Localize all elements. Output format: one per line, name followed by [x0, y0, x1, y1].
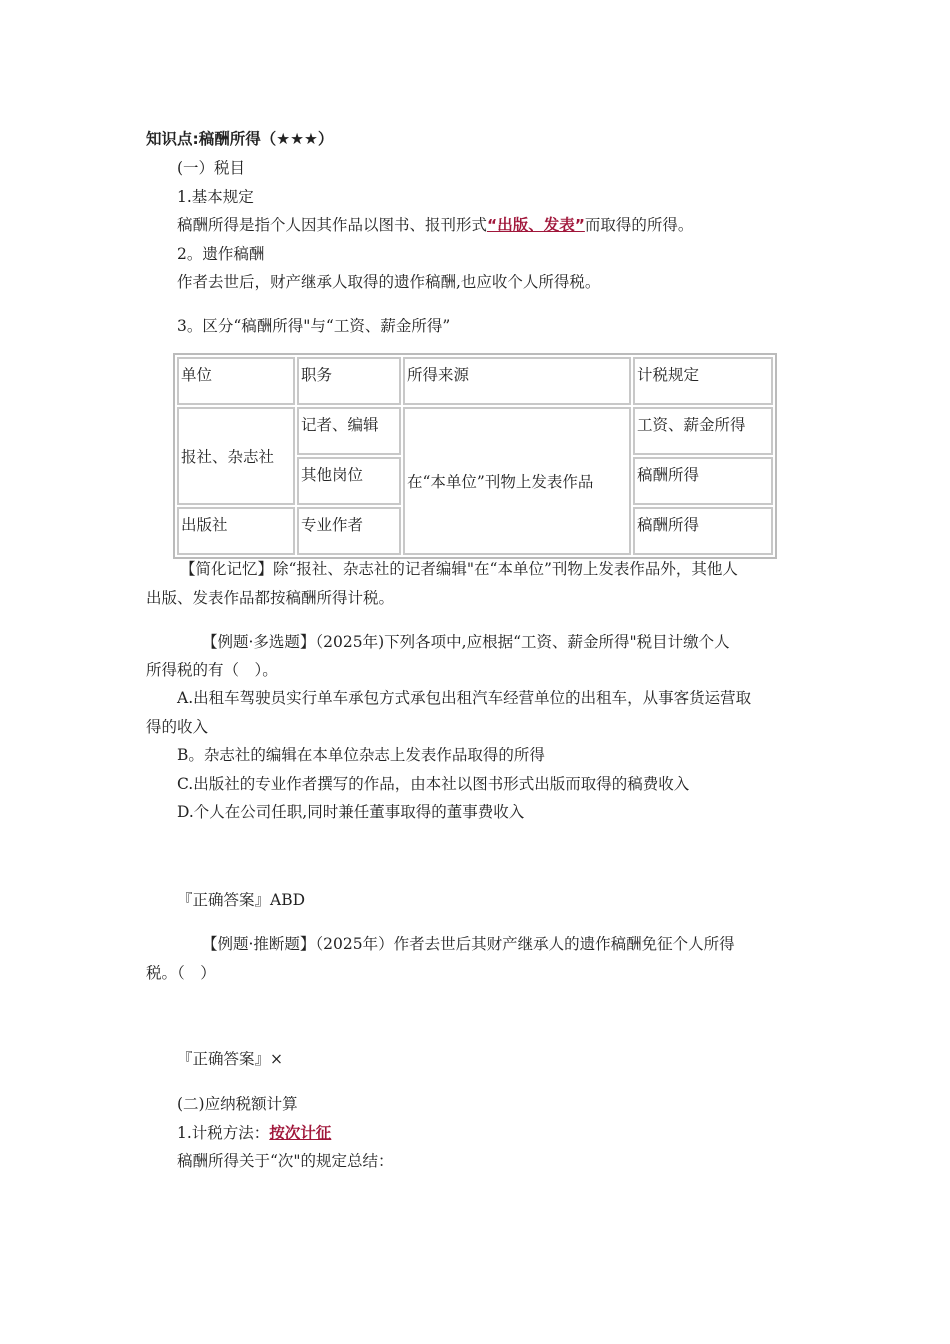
subsection-heading-tax-item: (一）税目 [177, 159, 246, 177]
comparison-table [173, 353, 777, 559]
basic-rules-heading: 1.基本规定 [177, 188, 254, 206]
memo-line-2: 出版、发表作品都按稿酬所得计税。 [146, 589, 395, 607]
basic-rules-text [177, 213, 693, 235]
option-a-line-1: A.出租车驾驶员实行单车承包方式承包出租汽车经营单位的出租车，从事客货运营取 [177, 689, 752, 707]
table-cell-unit-newspaper: 报社、杂志社 [177, 407, 295, 505]
table-cell-unit-publisher: 出版社 [177, 507, 295, 555]
legacy-royalty-heading: 2。遗作稿酬 [177, 245, 265, 263]
question-1-answer: 『正确答案』ABD [177, 891, 306, 909]
table-cell-tax-wage: 工资、薪金所得 [633, 407, 773, 455]
method-line [177, 1121, 331, 1143]
table-cell-tax-royalty: 稿酬所得 [633, 507, 773, 555]
question-2-line-2: 税。（ ） [146, 964, 216, 982]
subsection-heading-calculation: (二)应纳税额计算 [177, 1095, 298, 1113]
table-header-tax: 计税规定 [633, 357, 773, 405]
table-cell-tax-royalty: 稿酬所得 [633, 457, 773, 505]
table-header-unit: 单位 [177, 357, 295, 405]
basic-text-pre: 稿酬所得是指个人因其作品以图书、报刊形式 [177, 216, 488, 234]
table-cell-role-other: 其他岗位 [297, 457, 401, 505]
legacy-royalty-text: 作者去世后，财产继承人取得的遗作稿酬,也应收个人所得税。 [177, 273, 601, 291]
option-d: D.个人在公司任职,同时兼任董事取得的董事费收入 [177, 803, 525, 821]
memo-line-1: 【简化记忆】除“报社、杂志社的记者编辑"在“本单位”刊物上发表作品外，其他人 [180, 560, 738, 578]
table-cell-role-author: 专业作者 [297, 507, 401, 555]
section-title: 知识点:稿酬所得（★★★） [146, 130, 334, 148]
per-time-highlight-link[interactable]: 按次计征 [269, 1124, 332, 1142]
rule-summary-text: 稿酬所得关于“次"的规定总结： [177, 1152, 394, 1170]
question-1-line-2: 所得税的有（ ）。 [146, 661, 278, 679]
question-2-line-1: 【例题·推断题】（2025年）作者去世后其财产继承人的遗作稿酬免征个人所得 [202, 935, 735, 953]
table-header-role: 职务 [297, 357, 401, 405]
option-c: C.出版社的专业作者撰写的作品，由本社以图书形式出版而取得的稿费收入 [177, 775, 690, 793]
option-b: B。杂志社的编辑在本单位杂志上发表作品取得的所得 [177, 746, 545, 764]
question-1-line-1: 【例题·多选题】（2025年)下列各项中,应根据“工资、薪金所得"税目计缴个人 [202, 633, 730, 651]
table-cell-source: 在“本单位”刊物上发表作品 [403, 407, 631, 555]
basic-text-post: 而取得的所得。 [584, 216, 694, 234]
method-label: 1.计税方法： [177, 1124, 270, 1142]
publish-highlight-link[interactable]: “出版、发表” [487, 216, 585, 234]
table-header-source: 所得来源 [403, 357, 631, 405]
question-2-answer: 『正确答案』× [177, 1050, 283, 1068]
table-cell-role-journalist: 记者、编辑 [297, 407, 401, 455]
distinguish-heading: 3。区分“稿酬所得"与“工资、薪金所得” [177, 317, 451, 335]
option-a-line-2: 得的收入 [146, 718, 209, 736]
